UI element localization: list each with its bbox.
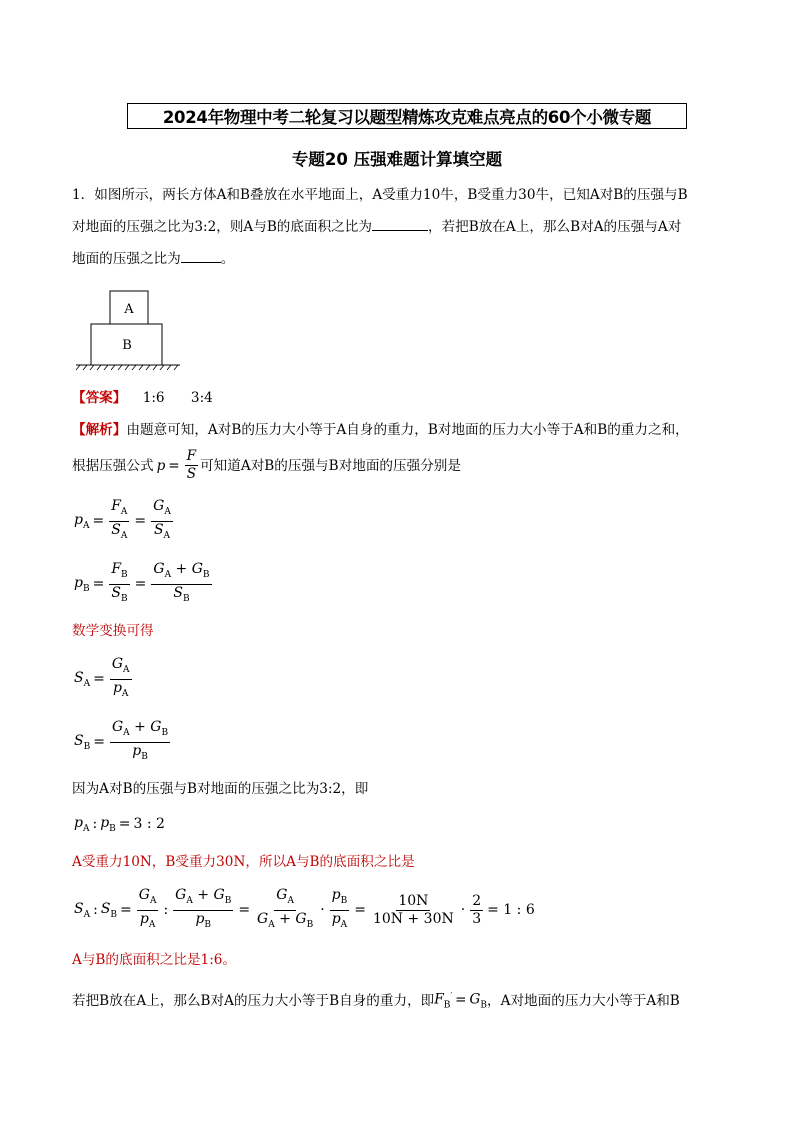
document-header-title: 2024年物理中考二轮复习以题型精炼攻克难点亮点的60个小微专题 [127, 103, 687, 129]
equation-sa: $S_A$ = $\frac{G_A}{p_A}$ [74, 656, 130, 699]
answer-value-1: 1:6 [142, 390, 165, 406]
topic-title: 专题20 压强难题计算填空题 [291, 150, 503, 169]
analysis-line-1 [72, 420, 689, 440]
question-text: 地面的压强之比为 [72, 251, 181, 267]
analysis-conclusion: A与B的底面积之比是1:6。 [72, 952, 237, 968]
analysis-gravity-text: A受重力10N，B受重力30N，所以A与B的底面积之比是 [72, 854, 415, 870]
question-text: 对地面的压强之比为3:2，则A与B的底面积之比为 [72, 219, 372, 235]
pressure-ratio-value: 3 : 2 [133, 816, 165, 833]
analysis-ratio-text: 因为A对B的压强与B对地面的压强之比为3:2，即 [72, 781, 369, 797]
answer-line [72, 388, 213, 408]
equation-area-ratio: $S_A$ : $S_B$ = $\frac{G_A}{p_A}$ : $\frac{G_A + G_B}{p_B}$ = $\frac{G_A}{G_A + G_B}$ · $\frac{p_B}{p_A}$ = $\frac{10N}{10N + 30N}$ · $\frac{2}{3}$ = 1 : 6 [74, 887, 535, 930]
equation-fb: $F_B' = G_B$ [434, 991, 488, 1011]
answer-value-2: 3:4 [190, 390, 213, 406]
answer-label: 【答案】 [72, 390, 127, 406]
equation-pressure-ratio: $p_A$ : $p_B$ = 3 : 2 [74, 815, 165, 834]
block-b-label: B [122, 338, 132, 353]
ratio-result-den2: 3 [472, 910, 482, 927]
analysis-text: 由题意可知，A对B的压力大小等于A自身的重力，B对地面的压力大小等于A和B的重力之和， [126, 422, 689, 438]
ground-hatching [76, 365, 178, 370]
equation-sb: $S_B$ = $\frac{G_A + G_B}{p_B}$ [74, 719, 169, 762]
ratio-result-num1: 10N [398, 892, 429, 909]
ratio-result-num2: 2 [472, 892, 482, 909]
question-line-1: 1．如图所示，两长方体A和B叠放在水平地面上，A受重力10牛，B受重力30牛，已知A对B的压强与B [72, 187, 688, 203]
answer-blank-2[interactable] [181, 248, 221, 263]
analysis-label: 【解析】 [72, 422, 127, 438]
analysis-text: ，A对地面的压力大小等于A和B [487, 992, 680, 1009]
analysis-transform: 数学变换可得 [72, 623, 154, 639]
equation-pa: $p_A$ = $\frac{F_A}{S_A}$ = $\frac{G_A}{S_A}$ [74, 498, 171, 541]
pressure-formula-fraction: $\frac{F}{S}$ [186, 448, 197, 482]
ratio-result-den1: 10N + 30N [372, 910, 454, 927]
ratio-result: = 1 : 6 [487, 902, 535, 919]
stacked-blocks-figure [76, 286, 186, 374]
block-a-label: A [124, 302, 134, 317]
question-line-2 [72, 216, 681, 237]
analysis-text: 可知道A对B的压强与B对地面的压强分别是 [200, 457, 461, 474]
question-text: ，若把B放在A上，那么B对A的压强与A对 [427, 219, 682, 235]
analysis-text: 根据压强公式 [72, 457, 154, 474]
answer-blank-1[interactable] [372, 216, 428, 231]
analysis-line-2: 根据压强公式 p = $\frac{F}{S}$ 可知道A对B的压强与B对地面的压强分别是 [72, 448, 461, 482]
question-line-3 [72, 248, 234, 269]
equation-pb: $p_B$ = $\frac{F_B}{S_B}$ = $\frac{G_A + G_B}{S_B}$ [74, 561, 210, 604]
analysis-last-line [72, 986, 680, 1015]
pressure-formula: p [156, 457, 166, 474]
question-text: 。 [220, 251, 235, 267]
analysis-text: 若把B放在A上，那么B对A的压力大小等于B自身的重力，即 [72, 992, 435, 1009]
